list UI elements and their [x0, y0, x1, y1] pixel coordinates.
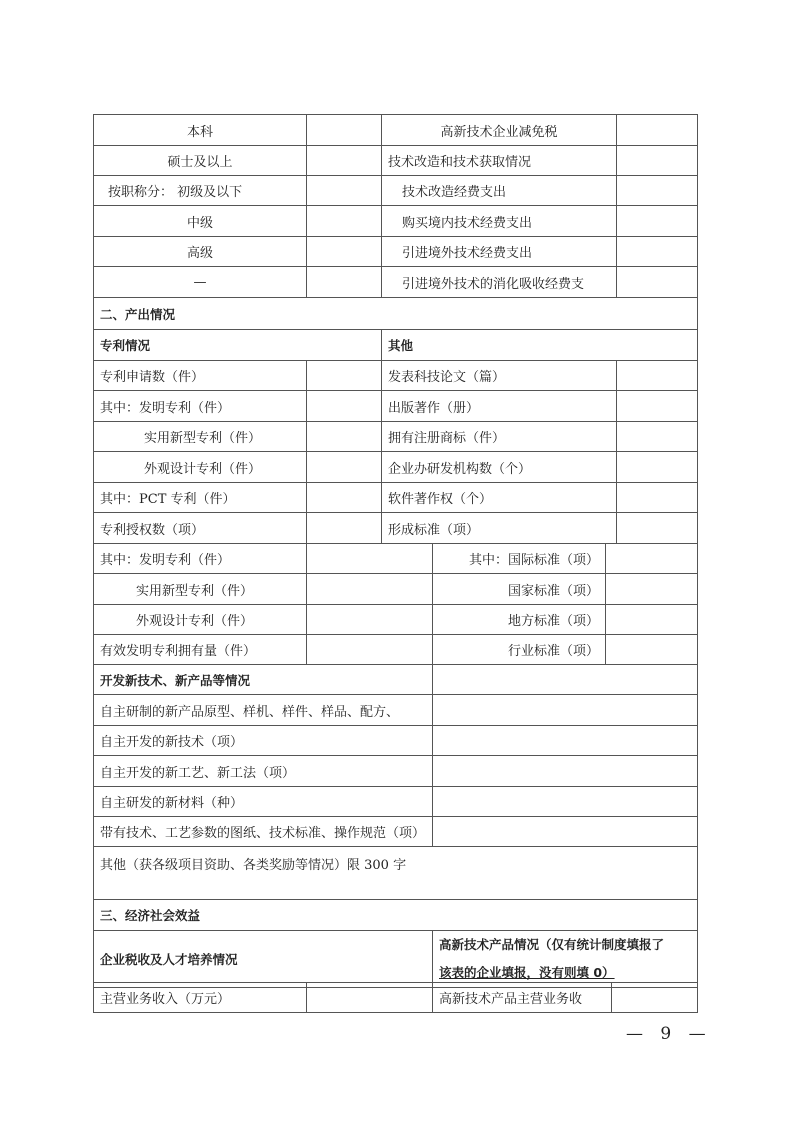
value-cell[interactable]	[433, 695, 698, 726]
row-label: 专利授权数（项）	[94, 513, 307, 544]
row-label: 地方标准（项）	[433, 605, 606, 635]
value-cell[interactable]	[433, 756, 698, 787]
row-label: 高级	[94, 237, 307, 267]
row-label: 其中：国际标准（项）	[433, 544, 606, 574]
row-label: 带有技术、工艺参数的图纸、技术标准、操作规范（项）	[94, 817, 433, 847]
row-label: 国家标准（项）	[433, 574, 606, 605]
value-cell[interactable]	[433, 665, 698, 695]
value-cell[interactable]	[617, 422, 698, 452]
value-cell[interactable]	[612, 983, 698, 1013]
revenue-table	[93, 982, 698, 1013]
row-label: 技术改造和技术获取情况	[382, 146, 617, 176]
value-cell[interactable]	[307, 391, 382, 422]
other-header: 其他	[382, 330, 698, 361]
value-cell[interactable]	[307, 605, 433, 635]
row-label: 引进境外技术经费支出	[382, 237, 617, 267]
row-label: 自主开发的新技术（项）	[94, 726, 433, 756]
value-cell[interactable]	[307, 452, 382, 483]
row-label: 自主开发的新工艺、新工法（项）	[94, 756, 433, 787]
row-label: —	[94, 267, 307, 298]
row-label: 专利申请数（件）	[94, 361, 307, 391]
row-label: 本科	[94, 115, 307, 146]
value-cell[interactable]	[433, 817, 698, 847]
value-cell[interactable]	[307, 146, 382, 176]
row-label: 中级	[94, 206, 307, 237]
standards-table	[93, 543, 698, 665]
value-cell[interactable]	[307, 513, 382, 544]
staff-tech-table	[93, 114, 698, 298]
other-note-table	[93, 846, 698, 900]
value-cell[interactable]	[433, 787, 698, 817]
other-note[interactable]: 其他（获各级项目资助、各类奖励等情况）限 300 字	[94, 847, 698, 900]
row-label: 发表科技论文（篇）	[382, 361, 617, 391]
value-cell[interactable]	[307, 544, 433, 574]
value-cell[interactable]	[433, 726, 698, 756]
row-label: 其中：PCT 专利（件）	[94, 483, 307, 513]
patent-table	[93, 360, 698, 544]
value-cell[interactable]	[307, 176, 382, 206]
value-cell[interactable]	[617, 452, 698, 483]
value-cell[interactable]	[606, 574, 698, 605]
value-cell[interactable]	[617, 267, 698, 298]
row-label: 有效发明专利拥有量（件）	[94, 635, 307, 665]
row-label: 行业标准（项）	[433, 635, 606, 665]
row-label: 硕士及以上	[94, 146, 307, 176]
value-cell[interactable]	[617, 391, 698, 422]
dev-header: 开发新技术、新产品等情况	[94, 665, 433, 695]
section-title: 二、产出情况	[94, 298, 698, 330]
value-cell[interactable]	[617, 146, 698, 176]
section-3-header	[93, 899, 698, 931]
row-label: 引进境外技术的消化吸收经费支	[382, 267, 617, 298]
row-label: 实用新型专利（件）	[94, 422, 307, 452]
value-cell[interactable]	[307, 422, 382, 452]
value-cell[interactable]	[606, 544, 698, 574]
row-label: 外观设计专利（件）	[94, 452, 307, 483]
value-cell[interactable]	[307, 635, 433, 665]
row-label: 自主研发的新材料（种）	[94, 787, 433, 817]
row-label: 企业办研发机构数（个）	[382, 452, 617, 483]
row-label: 其中：发明专利（件）	[94, 391, 307, 422]
value-cell[interactable]	[606, 605, 698, 635]
row-label: 出版著作（册）	[382, 391, 617, 422]
header-line-1: 高新技术产品情况（仅有统计制度填报了	[439, 937, 665, 952]
value-cell[interactable]	[617, 206, 698, 237]
row-label: 主营业务收入（万元）	[94, 983, 307, 1013]
row-label: 按职称分： 初级及以下	[94, 176, 307, 206]
value-cell[interactable]	[617, 483, 698, 513]
value-cell[interactable]	[617, 115, 698, 146]
value-cell[interactable]	[617, 176, 698, 206]
hightech-product-header	[433, 931, 698, 988]
value-cell[interactable]	[307, 574, 433, 605]
value-cell[interactable]	[307, 267, 382, 298]
row-label: 自主研制的新产品原型、样机、样件、样品、配方、	[94, 695, 433, 726]
development-table	[93, 664, 698, 847]
section-3-subheader	[93, 930, 698, 988]
row-label: 实用新型专利（件）	[94, 574, 307, 605]
row-label: 形成标准（项）	[382, 513, 617, 544]
row-label: 其中：发明专利（件）	[94, 544, 307, 574]
row-label: 软件著作权（个）	[382, 483, 617, 513]
value-cell[interactable]	[617, 237, 698, 267]
value-cell[interactable]	[307, 115, 382, 146]
value-cell[interactable]	[307, 206, 382, 237]
value-cell[interactable]	[307, 361, 382, 391]
page-number: — 9 —	[626, 1024, 712, 1044]
row-label: 购买境内技术经费支出	[382, 206, 617, 237]
value-cell[interactable]	[307, 983, 433, 1013]
section-title: 三、经济社会效益	[94, 900, 698, 931]
row-label: 高新技术产品主营业务收	[433, 983, 612, 1013]
value-cell[interactable]	[307, 237, 382, 267]
row-label: 拥有注册商标（件）	[382, 422, 617, 452]
patent-other-header	[93, 329, 698, 361]
row-label: 高新技术企业减免税	[382, 115, 617, 146]
value-cell[interactable]	[307, 483, 382, 513]
row-label: 外观设计专利（件）	[94, 605, 307, 635]
value-cell[interactable]	[617, 361, 698, 391]
header-line-2: 该表的企业填报，没有则填 0）	[439, 965, 615, 980]
tax-talent-header: 企业税收及人才培养情况	[94, 931, 433, 988]
value-cell[interactable]	[606, 635, 698, 665]
value-cell[interactable]	[617, 513, 698, 544]
row-label: 技术改造经费支出	[382, 176, 617, 206]
patent-header: 专利情况	[94, 330, 382, 361]
section-2-header	[93, 297, 698, 330]
